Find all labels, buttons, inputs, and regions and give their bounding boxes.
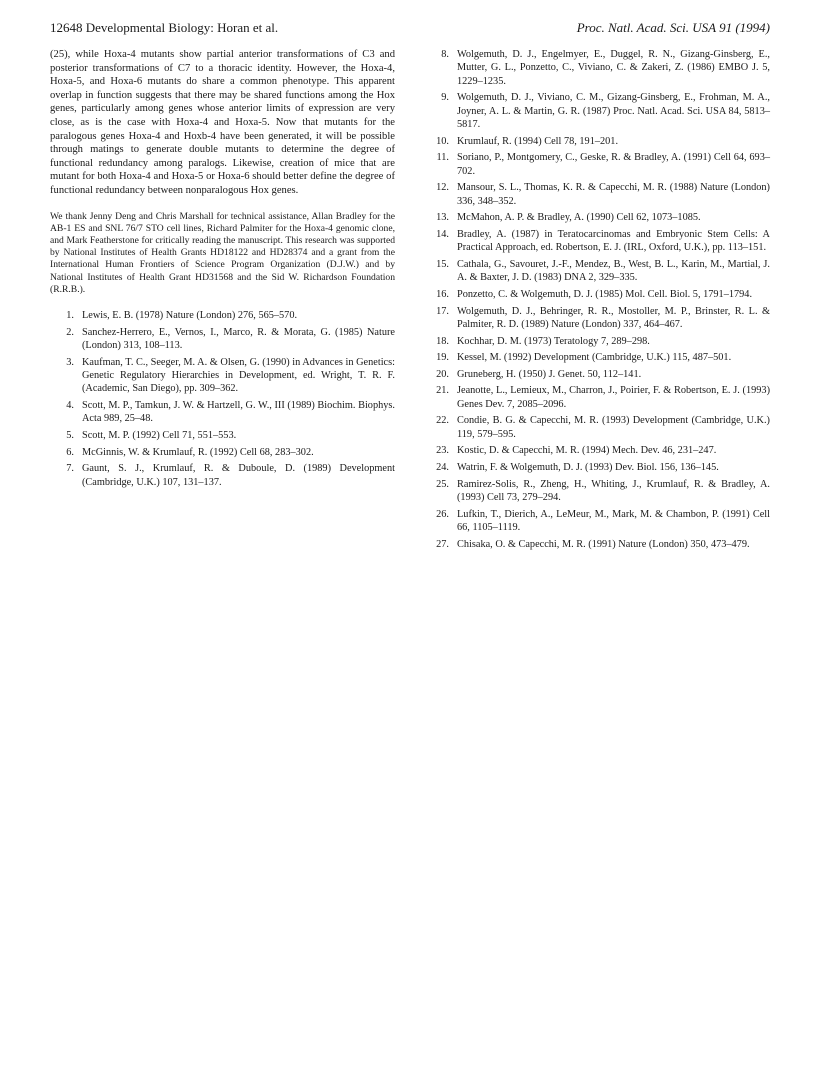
reference-text: Lewis, E. B. (1978) Nature (London) 276, 565–570.: [82, 309, 298, 321]
reference-text: McGinnis, W. & Krumlauf, R. (1992) Cell 68, 283–302.: [82, 446, 314, 458]
reference-item: [50, 326, 395, 353]
reference-text: Chisaka, O. & Capecchi, M. R. (1991) Nature (London) 350, 473–479.: [457, 538, 750, 550]
reference-item: [425, 305, 770, 332]
reference-text: Mansour, S. L., Thomas, K. R. & Capecchi, M. R. (1988) Nature (London) 336, 348–352.: [457, 182, 770, 207]
reference-item: [425, 384, 770, 411]
reference-number: 18.: [436, 335, 449, 347]
reference-item: [425, 228, 770, 255]
reference-number: 13.: [436, 212, 449, 224]
reference-item: [425, 444, 770, 457]
reference-number: 9.: [441, 92, 449, 104]
reference-number: 25.: [436, 478, 449, 490]
reference-item: [425, 414, 770, 441]
reference-item: [425, 461, 770, 474]
reference-text: Cathala, G., Savouret, J.-F., Mendez, B., West, B. L., Karin, M., Martial, J. A. & Baxter, J. D. (1983) DNA 2, 329–335.: [457, 259, 770, 284]
reference-number: 27.: [436, 538, 449, 550]
reference-text: Condie, B. G. & Capecchi, M. R. (1993) Development (Cambridge, U.K.) 119, 579–595.: [457, 415, 770, 440]
right-column: [425, 48, 770, 554]
reference-item: [425, 335, 770, 348]
reference-number: 4.: [66, 399, 74, 411]
body-paragraph: (25), while Hoxa-4 mutants show partial anterior transformations of C3 and posterior transformations of C7 to a thoracic identity. However, the Hoxa-4, Hoxa-5, and Hoxa-6 mutants do share a common phenotype. This apparent overlap in function suggests that there may be shared functions among the Hox genes, particularly among genes whose anterior limits of expression are very close, as is the case with Hoxa-4 and Hoxa-5. Now that mutants for the paralogous genes Hoxa-4 and Hoxb-4 have been generated, it will be possible through matings to generate double mutants to determine the degree of functional redundancy among paralogs. Likewise, creation of mice that are mutant for both Hoxa-4 and Hoxa-5 or Hoxa-6 should better define the degree of functional redundancy between nonparalogous Hox genes.: [50, 49, 395, 196]
reference-item: [425, 48, 770, 88]
reference-text: Krumlauf, R. (1994) Cell 78, 191–201.: [457, 135, 619, 147]
reference-text: Gaunt, S. J., Krumlauf, R. & Duboule, D. (1989) Development (Cambridge, U.K.) 107, 131–137.: [82, 463, 395, 488]
reference-text: Scott, M. P. (1992) Cell 71, 551–553.: [82, 429, 237, 441]
reference-number: 7.: [66, 463, 74, 475]
reference-text: Kochhar, D. M. (1973) Teratology 7, 289–298.: [457, 335, 650, 347]
reference-number: 8.: [441, 49, 449, 60]
reference-number: 2.: [66, 326, 74, 338]
reference-number: 11.: [436, 152, 449, 164]
reference-item: [425, 288, 770, 301]
reference-text: Watrin, F. & Wolgemuth, D. J. (1993) Dev. Biol. 156, 136–145.: [457, 461, 719, 473]
reference-item: [50, 356, 395, 396]
reference-number: 17.: [436, 305, 449, 317]
reference-text: Ponzetto, C. & Wolgemuth, D. J. (1985) Mol. Cell. Biol. 5, 1791–1794.: [457, 289, 753, 300]
header-journal-citation: Proc. Natl. Acad. Sci. USA 91 (1994): [576, 20, 770, 35]
reference-item: [50, 399, 395, 426]
left-column: [50, 48, 395, 492]
reference-item: [425, 181, 770, 208]
reference-item: [425, 91, 770, 131]
reference-number: 6.: [66, 446, 74, 458]
reference-text: Ramirez-Solis, R., Zheng, H., Whiting, J., Krumlauf, R. & Bradley, A. (1993) Cell 73, 279–294.: [457, 478, 770, 503]
reference-number: 5.: [66, 429, 74, 441]
reference-item: [425, 478, 770, 505]
reference-item: [425, 258, 770, 285]
reference-item: [425, 351, 770, 364]
reference-text: McMahon, A. P. & Bradley, A. (1990) Cell 62, 1073–1085.: [457, 212, 701, 224]
reference-text: Wolgemuth, D. J., Behringer, R. R., Mostoller, M. P., Brinster, R. L. & Palmiter, R. D. (1989) Nature (London) 337, 464–467.: [457, 305, 770, 330]
reference-list-left: [50, 309, 395, 489]
reference-number: 16.: [436, 289, 449, 300]
reference-text: Scott, M. P., Tamkun, J. W. & Hartzell, G. W., III (1989) Biochim. Biophys. Acta 989, 25–48.: [82, 399, 395, 425]
reference-text: Sanchez-Herrero, E., Vernos, I., Marco, R. & Morata, G. (1985) Nature (London) 313, 108–113.: [82, 326, 395, 351]
reference-text: Kaufman, T. C., Seeger, M. A. & Olsen, G. (1990) in Advances in Genetics: Genetic Regulatory Hierarchies in Development, ed. Wright, T. R. F. (Academic, San Diego), pp. 309–362.: [82, 356, 395, 395]
reference-number: 1.: [66, 309, 74, 321]
reference-item: [50, 462, 395, 489]
reference-number: 26.: [436, 508, 449, 520]
reference-text: Soriano, P., Montgomery, C., Geske, R. & Bradley, A. (1991) Cell 64, 693–702.: [457, 152, 770, 177]
reference-text: Bradley, A. (1987) in Teratocarcinomas and Embryonic Stem Cells: A Practical Approach, ed. Robertson, E. J. (IRL, Oxford, U.K.), pp. 113–151.: [457, 229, 770, 254]
reference-number: 3.: [66, 356, 74, 368]
reference-text: Wolgemuth, D. J., Engelmyer, E., Duggel, R. N., Gizang-Ginsberg, E., Mutter, G. L., Ponzetto, C., Viviano, C. & Zakeri, Z. (1986) EMBO J. 5, 1229–1235.: [457, 49, 770, 87]
reference-number: 22.: [436, 415, 449, 427]
reference-item: [425, 211, 770, 224]
reference-number: 21.: [436, 385, 449, 397]
reference-list-right: [425, 48, 770, 551]
reference-item: [425, 368, 770, 381]
page-header: [50, 20, 770, 38]
reference-number: 24.: [436, 461, 449, 473]
reference-item: [425, 151, 770, 178]
reference-item: [425, 135, 770, 148]
reference-text: Kostic, D. & Capecchi, M. R. (1994) Mech. Dev. 46, 231–247.: [457, 445, 717, 457]
reference-text: Kessel, M. (1992) Development (Cambridge, U.K.) 115, 487–501.: [457, 352, 732, 364]
reference-number: 20.: [436, 368, 449, 380]
reference-number: 14.: [436, 229, 449, 240]
reference-item: [425, 538, 770, 551]
reference-number: 23.: [436, 445, 449, 457]
reference-text: Lufkin, T., Dierich, A., LeMeur, M., Mark, M. & Chambon, P. (1991) Cell 66, 1105–1119.: [457, 508, 770, 533]
reference-item: [50, 446, 395, 459]
reference-number: 15.: [436, 259, 449, 270]
acknowledgment-paragraph: We thank Jenny Deng and Chris Marshall for technical assistance, Allan Bradley for the AB-1 ES and SNL 76/7 STO cell lines, Richard Palmiter for the Hoxa-4 genomic clone, and Mark Featherstone for critically reading the manuscript. This research was supported by National Institutes of Health Grants HD18122 and HD28374 and a grant from the International Human Frontiers of Science Program Organization (D.J.W.) and by National Institutes of Health Grant HD31568 and the Sid W. Richardson Foundation (R.R.B.).: [50, 210, 395, 295]
reference-text: Jeanotte, L., Lemieux, M., Charron, J., Poirier, F. & Robertson, E. J. (1993) Genes Dev. 7, 2085–2096.: [457, 385, 770, 410]
reference-number: 19.: [436, 352, 449, 364]
reference-item: [50, 429, 395, 442]
header-page-section: 12648 Developmental Biology: Horan et al.: [50, 20, 279, 35]
reference-text: Wolgemuth, D. J., Viviano, C. M., Gizang-Ginsberg, E., Frohman, M. A., Joyner, A. L. & Martin, G. R. (1987) Proc. Natl. Acad. Sci. USA 84, 5813–5817.: [457, 92, 770, 131]
reference-item: [50, 309, 395, 322]
reference-number: 12.: [436, 182, 449, 194]
reference-text: Gruneberg, H. (1950) J. Genet. 50, 112–141.: [457, 368, 642, 380]
reference-number: 10.: [436, 135, 449, 147]
reference-item: [425, 508, 770, 535]
